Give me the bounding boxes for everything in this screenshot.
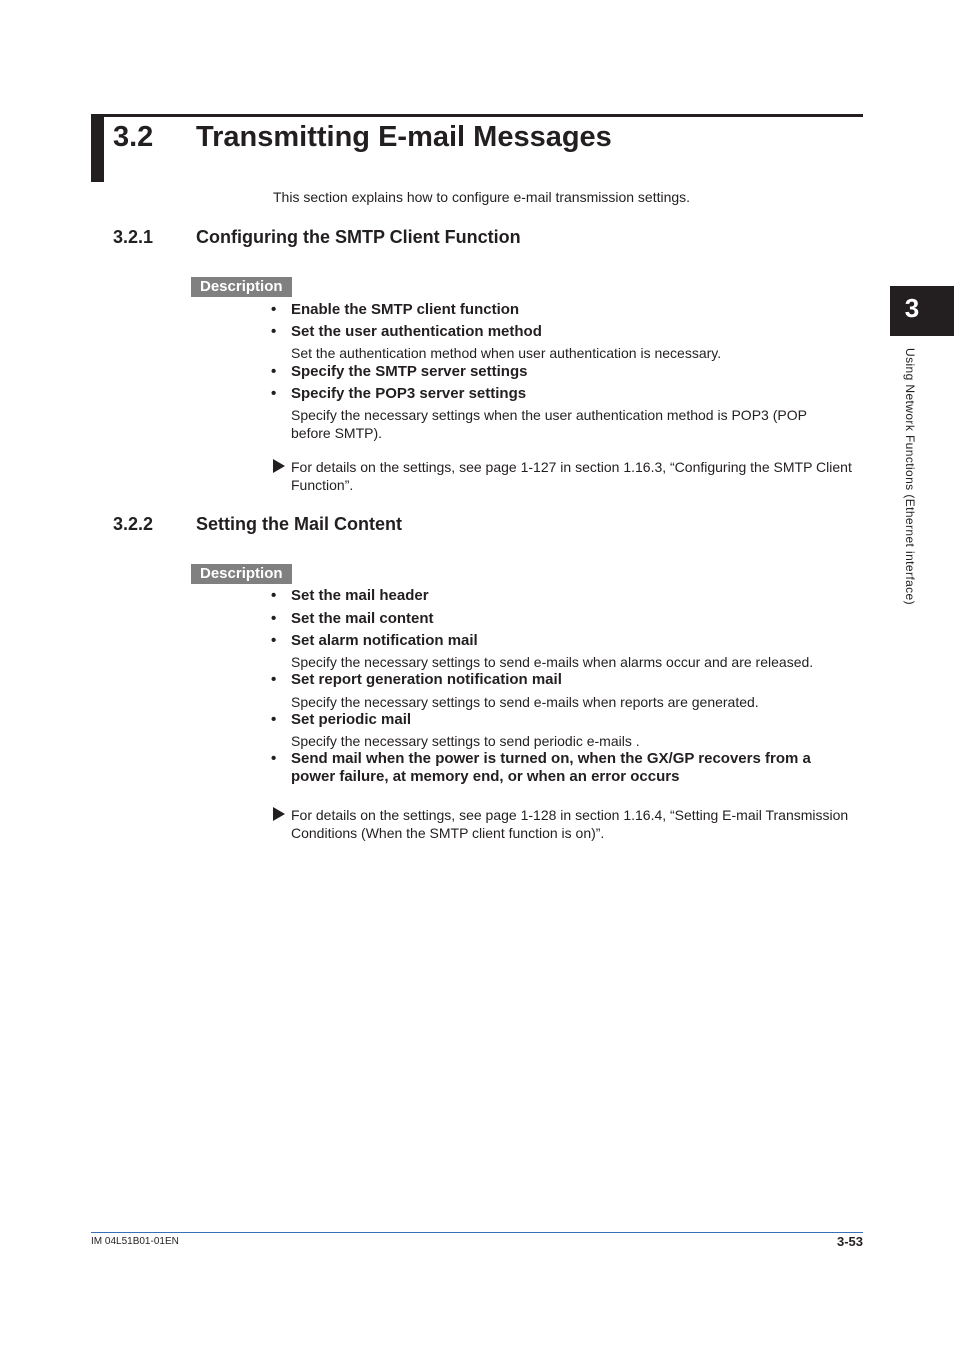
section-rule [104,114,863,117]
list-item: Set alarm notification mail [291,632,478,649]
list-item: Set report generation notification mail [291,671,562,688]
bullet-icon: • [271,610,277,627]
subsection-title: Setting the Mail Content [196,514,402,534]
bullet-icon: • [271,671,277,688]
reference-arrow-icon [273,807,285,821]
reference-text: For details on the settings, see page 1-127 in section 1.16.3, “Configuring the SMTP Client [291,459,852,475]
bullet-icon: • [271,301,277,318]
footer-rule [91,1232,863,1233]
section-title: Transmitting E-mail Messages [196,121,612,153]
list-item-continued: power failure, at memory end, or when an error occurs [291,768,680,785]
item-note: Set the authentication method when user authentication is necessary. [291,345,722,361]
list-item: Set the user authentication method [291,323,542,340]
bullet-icon: • [271,385,277,402]
bullet-icon: • [271,750,277,767]
item-note: before SMTP). [291,425,383,441]
subsection-number: 3.2.1 [113,227,154,247]
section-number: 3.2 [113,121,154,153]
reference-text: Function”. [291,477,354,493]
list-item: Set the mail content [291,610,434,627]
reference-text: Conditions (When the SMTP client function is on)”. [291,825,605,841]
list-item: Send mail when the power is turned on, when the GX/GP recovers from a [291,750,811,767]
description-label: Description [191,277,292,297]
chapter-number: 3 [904,293,920,323]
description-label: Description [191,564,292,584]
bullet-icon: • [271,323,277,340]
item-note: Specify the necessary settings to send e-mails when reports are generated. [291,694,759,710]
section-bar [91,114,104,182]
list-item: Set periodic mail [291,711,412,728]
subsection-title: Configuring the SMTP Client Function [196,227,521,247]
bullet-icon: • [271,587,277,604]
list-item: Set the mail header [291,587,429,604]
list-item: Specify the SMTP server settings [291,363,528,380]
reference-arrow-icon [273,459,285,473]
bullet-icon: • [271,632,277,649]
list-item: Enable the SMTP client function [291,301,520,318]
item-note: Specify the necessary settings to send e-mails when alarms occur and are released. [291,654,814,670]
list-item: Specify the POP3 server settings [291,385,527,402]
bullet-icon: • [271,363,277,380]
section-intro: This section explains how to configure e-mail transmission settings. [273,189,691,205]
reference-text: For details on the settings, see page 1-128 in section 1.16.4, “Setting E-mail Transmission [291,807,849,823]
document-id: IM 04L51B01-01EN [91,1236,179,1247]
item-note: Specify the necessary settings to send periodic e-mails . [291,733,640,749]
page-number: 3-53 [836,1234,863,1249]
item-note: Specify the necessary settings when the user authentication method is POP3 (POP [291,407,807,423]
subsection-number: 3.2.2 [113,514,154,534]
chapter-title-vertical: Using Network Functions (Ethernet interface) [903,348,917,606]
bullet-icon: • [271,711,277,728]
